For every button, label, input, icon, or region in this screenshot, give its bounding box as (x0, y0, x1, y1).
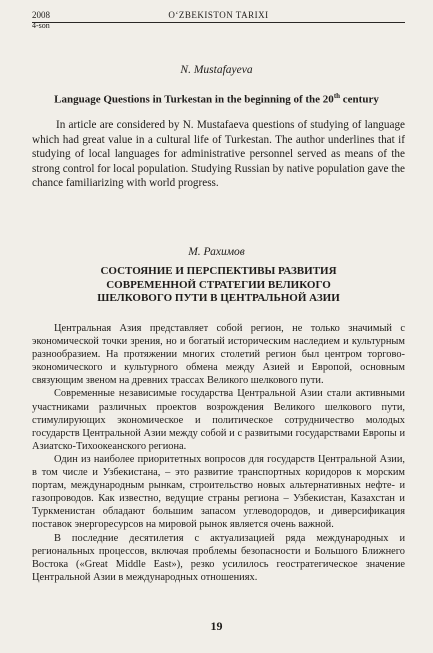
russian-article-author: М. Рахимов (188, 246, 245, 258)
header-journal-title: O‘ZBEKISTON TARIXI (168, 10, 269, 20)
russian-title-line: СОВРЕМЕННОЙ СТРАТЕГИИ ВЕЛИКОГО (106, 278, 331, 291)
header-rule (32, 22, 405, 23)
header-issue: 4-son (32, 21, 50, 30)
russian-article-title (60, 265, 377, 306)
english-abstract (32, 118, 405, 191)
page-number: 19 (210, 619, 223, 633)
russian-article-body (32, 322, 405, 584)
english-article-title (20, 92, 413, 106)
english-title-main: Language Questions in Turkestan in the beginning of the 20 (54, 93, 334, 106)
english-abstract-text: In article are considered by N. Mustafaeva questions of studying of language which had great value in a cultural life of Turkestan. The author underlines that if studying of local languages for administrative personnel served as means of the strong control for local population. Studying Russian by native population gave the chance familiarizing with world progress. (32, 119, 405, 190)
body-paragraph: Современные независимые государства Центральной Азии стали активными участниками различных проектов возрождения Великого шелкового пути, стимулирующих экономическое и политическое сотрудничество молодых государств Центральной Азии между собой и с развитыми государствами Европы и Азиатско-Тихоокеанского региона. (32, 388, 405, 452)
russian-title-line: ШЕЛКОВОГО ПУТИ В ЦЕНТРАЛЬНОЙ АЗИИ (97, 292, 340, 304)
header-year: 2008 (32, 10, 50, 20)
english-article-author: N. Mustafayeva (180, 64, 253, 76)
english-title-end: century (340, 93, 379, 106)
body-paragraph: Центральная Азия представляет собой регион, не только значимый с экономической точки зрения, но и богатый историческим наследием и культурным разнообразием. На протяжении многих столетий регион был центром торгово-экономического и культурного обмена между Азией и Европой, основным связующим звеном на древних трассах Великого шелкового пути. (32, 323, 405, 387)
body-paragraph: В последние десятилетия с актуализацией ряда международных и региональных процессов, включая проблемы безопасности и Большого Ближнего Востока («Great Middle East»), резко усилилось геостратегическое значение Центральной Азии в международных отношениях. (32, 532, 405, 583)
english-title-superscript: th (333, 92, 341, 100)
body-paragraph: Один из наиболее приоритетных вопросов для государств Центральной Азии, в том числе и Узбекистана, – это развитие транспортных коридоров к морским портам, международным рынкам, строительство новых альтернативных нефте- и газопроводов. Как известно, ведущие страны региона – Узбекистан, Казахстан и Туркменистан обладают большим запасом углеводородов, и диверсификация поставок энергоресурсов на мировой рынок является очень важной. (32, 453, 405, 531)
russian-title-line: СОСТОЯНИЕ И ПЕРСПЕКТИВЫ РАЗВИТИЯ (100, 265, 337, 277)
